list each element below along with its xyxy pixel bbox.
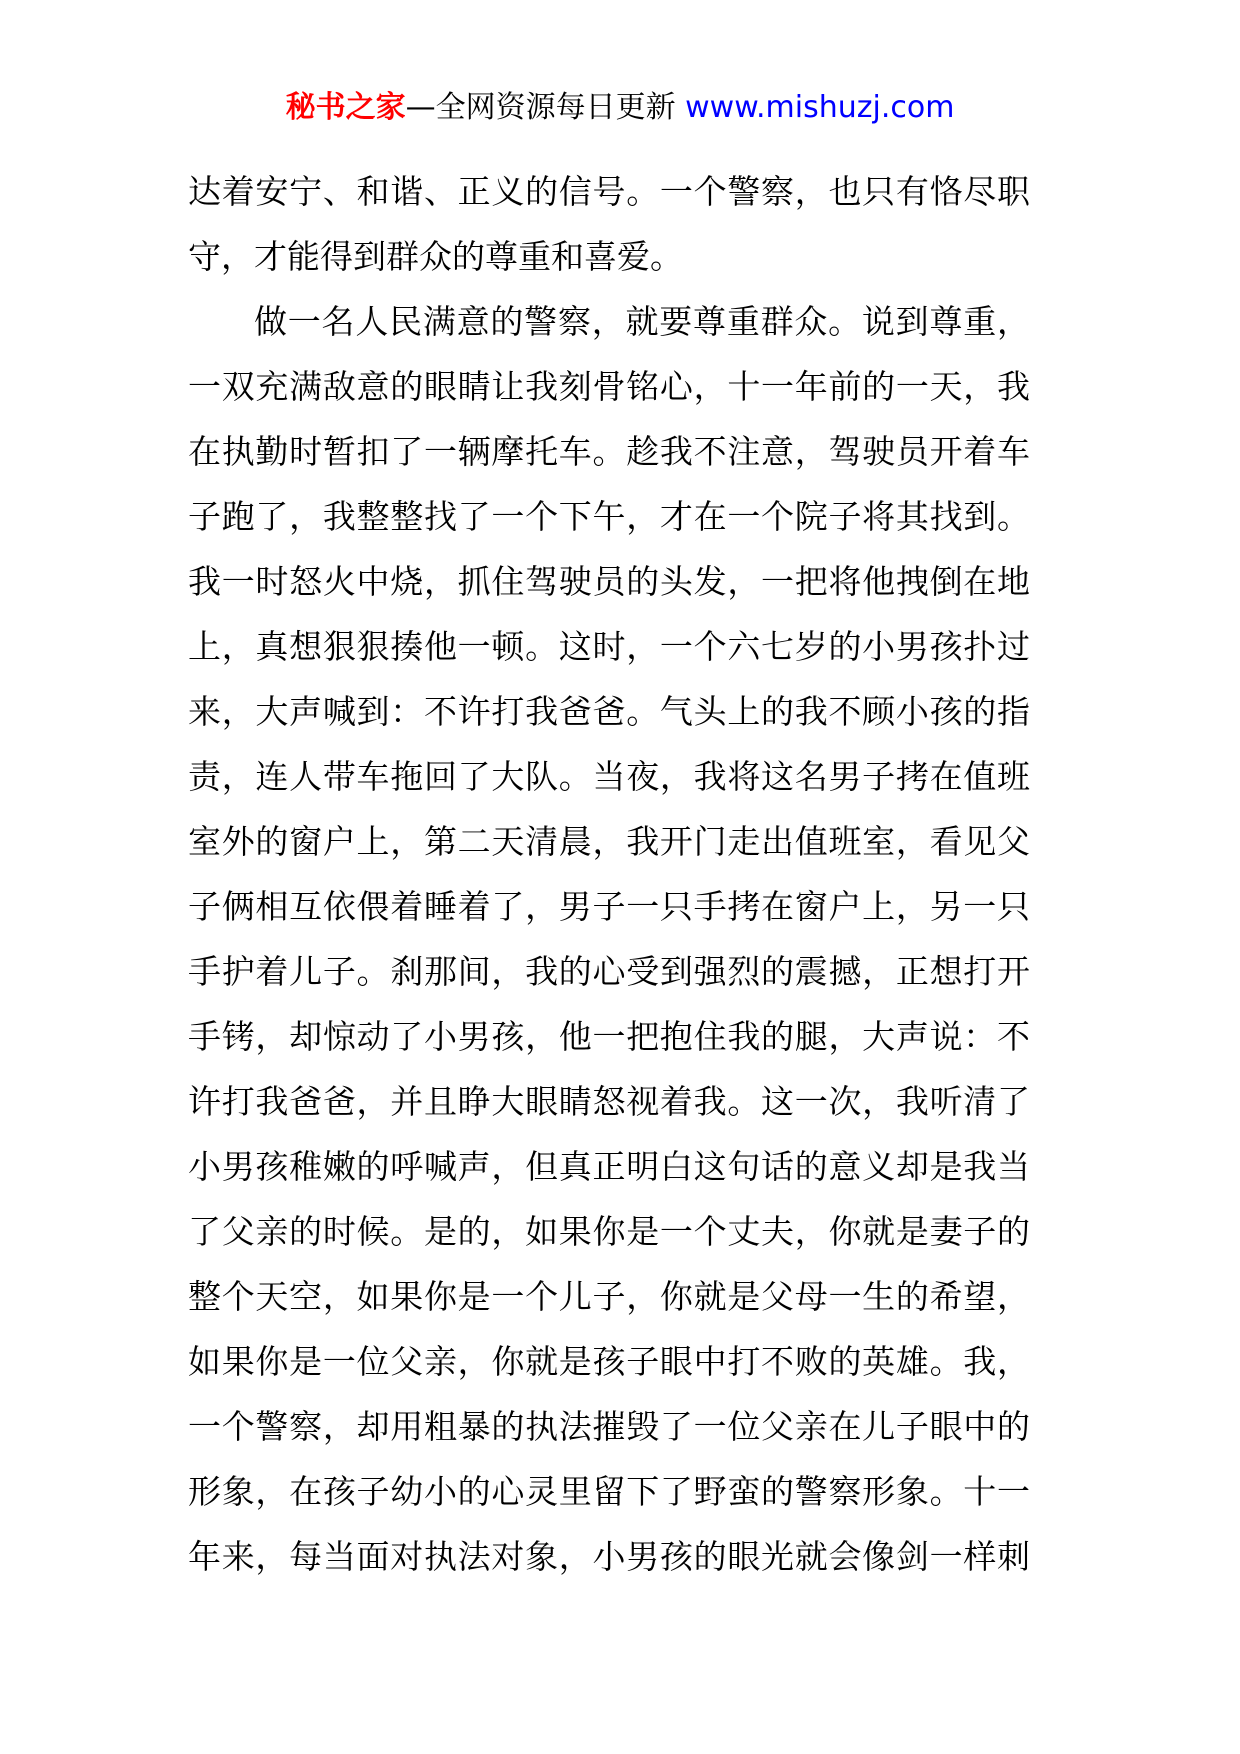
header-tagline: —全网资源每日更新 [405,90,686,125]
text-line: 子跑了，我整整找了一个下午，才在一个院子将其找到。 [188,497,1030,536]
text-line: 达着安宁、和谐、正义的信号。一个警察，也只有恪尽职 [188,172,1030,211]
text-line: 手铐，却惊动了小男孩，他一把抱住我的腿，大声说：不 [188,1017,1030,1056]
text-line: 来，大声喊到：不许打我爸爸。气头上的我不顾小孩的指 [188,692,1030,731]
body-text [188,159,1030,1589]
text-line: 小男孩稚嫩的呼喊声，但真正明白这句话的意义却是我当 [188,1147,1030,1186]
page-header [0,88,1240,128]
text-line: 责，连人带车拖回了大队。当夜，我将这名男子拷在值班 [188,757,1030,796]
text-line: 在执勤时暂扣了一辆摩托车。趁我不注意，驾驶员开着车 [188,432,1030,471]
text-line: 如果你是一位父亲，你就是孩子眼中打不败的英雄。我， [188,1342,1030,1381]
text-line: 守，才能得到群众的尊重和喜爱。 [188,237,683,276]
text-line: 许打我爸爸，并且睁大眼睛怒视着我。这一次，我听清了 [188,1082,1030,1121]
text-line: 上，真想狠狠揍他一顿。这时，一个六七岁的小男孩扑过 [188,627,1030,666]
text-line: 形象，在孩子幼小的心灵里留下了野蛮的警察形象。十一 [188,1472,1030,1511]
text-line: 子俩相互依偎着睡着了，男子一只手拷在窗户上，另一只 [188,887,1030,926]
paragraph-start-line: 做一名人民满意的警察，就要尊重群众。说到尊重， [254,302,1030,341]
text-line: 了父亲的时候。是的，如果你是一个丈夫，你就是妻子的 [188,1212,1030,1251]
header-site-url[interactable]: www.mishuzj.com [685,90,955,125]
text-line: 室外的窗户上，第二天清晨，我开门走出值班室，看见父 [188,822,1030,861]
text-line: 一双充满敌意的眼睛让我刻骨铭心，十一年前的一天，我 [188,367,1030,406]
header-brand: 秘书之家 [285,90,406,125]
text-line: 手护着儿子。刹那间，我的心受到强烈的震撼，正想打开 [188,952,1030,991]
text-line: 我一时怒火中烧，抓住驾驶员的头发，一把将他拽倒在地 [188,562,1030,601]
text-line: 一个警察，却用粗暴的执法摧毁了一位父亲在儿子眼中的 [188,1407,1030,1446]
text-line: 年来，每当面对执法对象，小男孩的眼光就会像剑一样刺 [188,1537,1030,1576]
text-line: 整个天空，如果你是一个儿子，你就是父母一生的希望， [188,1277,1030,1316]
